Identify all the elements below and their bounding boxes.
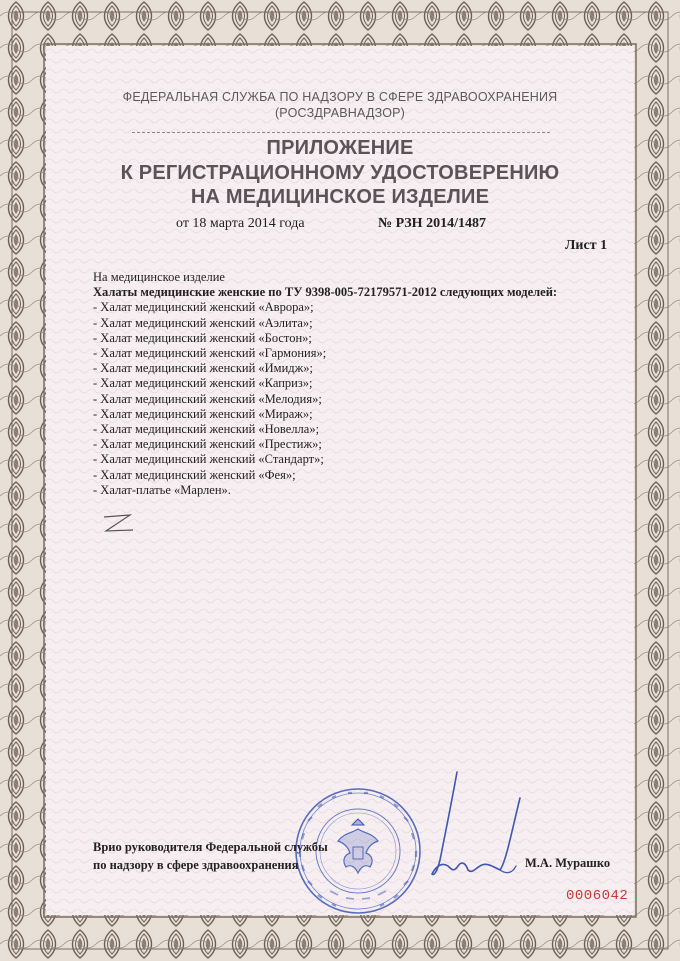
signatory-name: М.А. Мурашко xyxy=(525,856,611,870)
model-list-item: - Халат медицинский женский «Каприз»; xyxy=(93,376,313,391)
model-list-item: - Халат медицинский женский «Гармония»; xyxy=(93,346,327,361)
model-list-item: - Халат медицинский женский «Аврора»; xyxy=(93,300,314,315)
sheet-number: Лист 1 xyxy=(565,238,608,253)
model-list-item: - Халат медицинский женский «Мираж»; xyxy=(93,406,313,421)
signatory-position-line-2: по надзору в сфере здравоохранения xyxy=(93,858,299,872)
intro-text: На медицинское изделие xyxy=(93,270,225,284)
model-list-item: - Халат медицинский женский «Мелодия»; xyxy=(93,391,322,406)
agency-name: ФЕДЕРАЛЬНАЯ СЛУЖБА ПО НАДЗОРУ В СФЕРЕ ЗДРАВООХРАНЕНИЯ xyxy=(122,90,558,104)
model-list-item: - Халат медицинский женский «Новелла»; xyxy=(93,422,320,437)
serial-number: 0006042 xyxy=(566,888,629,904)
product-description: Халаты медицинские женские по ТУ 9398-005-72179571-2012 следующих моделей: xyxy=(93,285,558,300)
model-list-item: - Халат-платье «Марлен». xyxy=(93,482,231,497)
header-divider xyxy=(132,132,550,133)
document-body xyxy=(93,270,613,498)
title-line-2: К РЕГИСТРАЦИОННОМУ УДОСТОВЕРЕНИЮ xyxy=(120,162,560,184)
model-list-item: - Халат медицинский женский «Фея»; xyxy=(93,467,296,482)
model-list xyxy=(93,300,613,498)
model-list-item: - Халат медицинский женский «Бостон»; xyxy=(93,330,312,345)
registration-number: № РЗН 2014/1487 xyxy=(378,216,486,231)
signatory-position xyxy=(93,838,328,874)
agency-abbreviation: (РОСЗДРАВНАДЗОР) xyxy=(274,106,406,120)
model-list-item: - Халат медицинский женский «Имидж»; xyxy=(93,361,313,376)
title-line-3: НА МЕДИЦИНСКОЕ ИЗДЕЛИЕ xyxy=(190,186,490,208)
model-list-item: - Халат медицинский женский «Аэлита»; xyxy=(93,315,313,330)
model-list-item: - Халат медицинский женский «Престиж»; xyxy=(93,437,322,452)
model-list-item: - Халат медицинский женский «Стандарт»; xyxy=(93,452,324,467)
title-line-1: ПРИЛОЖЕНИЕ xyxy=(266,137,414,159)
signatory-position-line-1: Врио руководителя Федеральной службы xyxy=(93,840,328,854)
issue-date: от 18 марта 2014 года xyxy=(176,216,305,231)
